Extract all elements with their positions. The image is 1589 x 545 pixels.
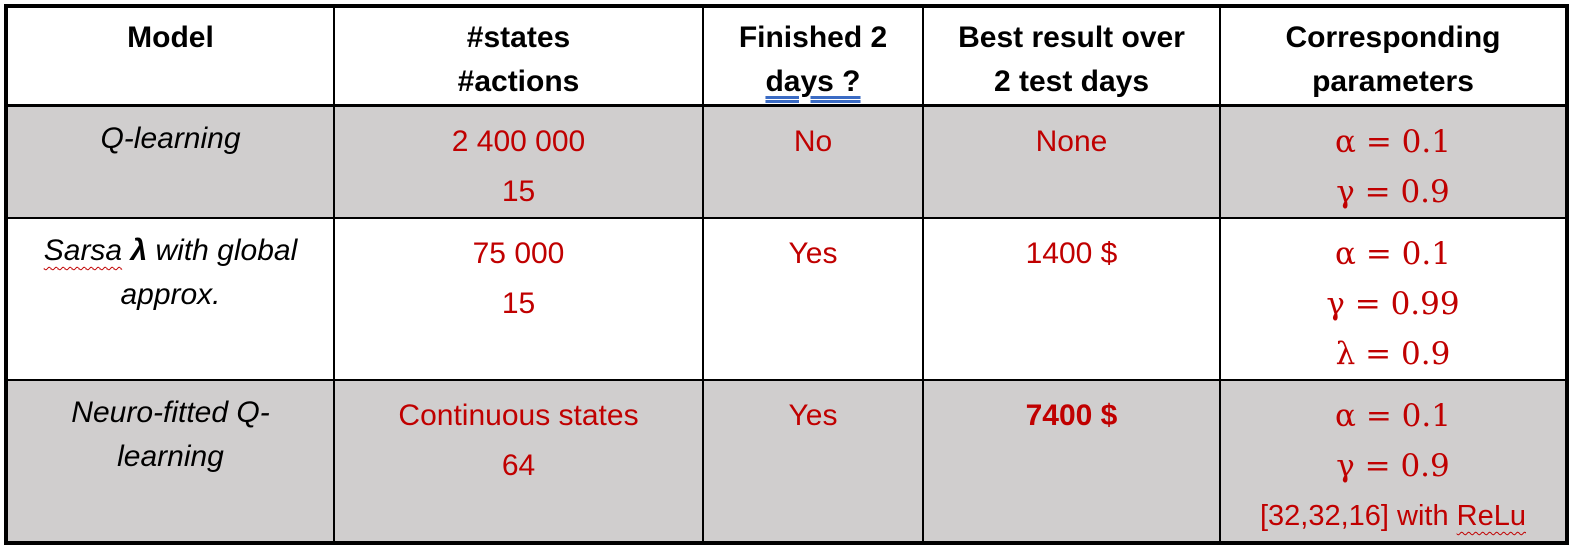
header-actions: #actions <box>457 65 580 98</box>
table-row <box>6 106 1567 219</box>
best-result-cell: 1400 $ <box>923 218 1220 380</box>
best-result-cell: 7400 $ <box>923 380 1220 543</box>
finished-cell: No <box>703 106 923 219</box>
parameters-cell: α = 0.1 γ = 0.99 λ = 0.9 <box>1220 218 1567 380</box>
states-cell: Continuous states 64 <box>334 380 703 543</box>
header-finished-days: days ? <box>765 65 861 98</box>
header-model: Model <box>6 6 334 106</box>
header-parameters: Corresponding parameters <box>1220 6 1567 106</box>
header-best-result: Best result over 2 test days <box>923 6 1220 106</box>
model-cell: Q-learning <box>6 106 334 219</box>
header-row <box>6 6 1567 106</box>
finished-cell: Yes <box>703 380 923 543</box>
states-cell: 75 000 15 <box>334 218 703 380</box>
model-cell: Neuro-fitted Q- learning <box>6 380 334 543</box>
states-cell: 2 400 000 15 <box>334 106 703 219</box>
table-row <box>6 380 1567 543</box>
header-finished: Finished 2 days ? <box>703 6 923 106</box>
header-states: #states <box>466 21 571 54</box>
model-cell: Sarsa λ with global approx. <box>6 218 334 380</box>
best-result-cell: None <box>923 106 1220 219</box>
parameters-cell: α = 0.1 γ = 0.9 [32,32,16] with ReLu <box>1220 380 1567 543</box>
header-states-actions <box>334 6 703 106</box>
finished-cell: Yes <box>703 218 923 380</box>
parameters-cell: α = 0.1 γ = 0.9 <box>1220 106 1567 219</box>
results-table <box>4 4 1569 545</box>
table-row <box>6 218 1567 380</box>
